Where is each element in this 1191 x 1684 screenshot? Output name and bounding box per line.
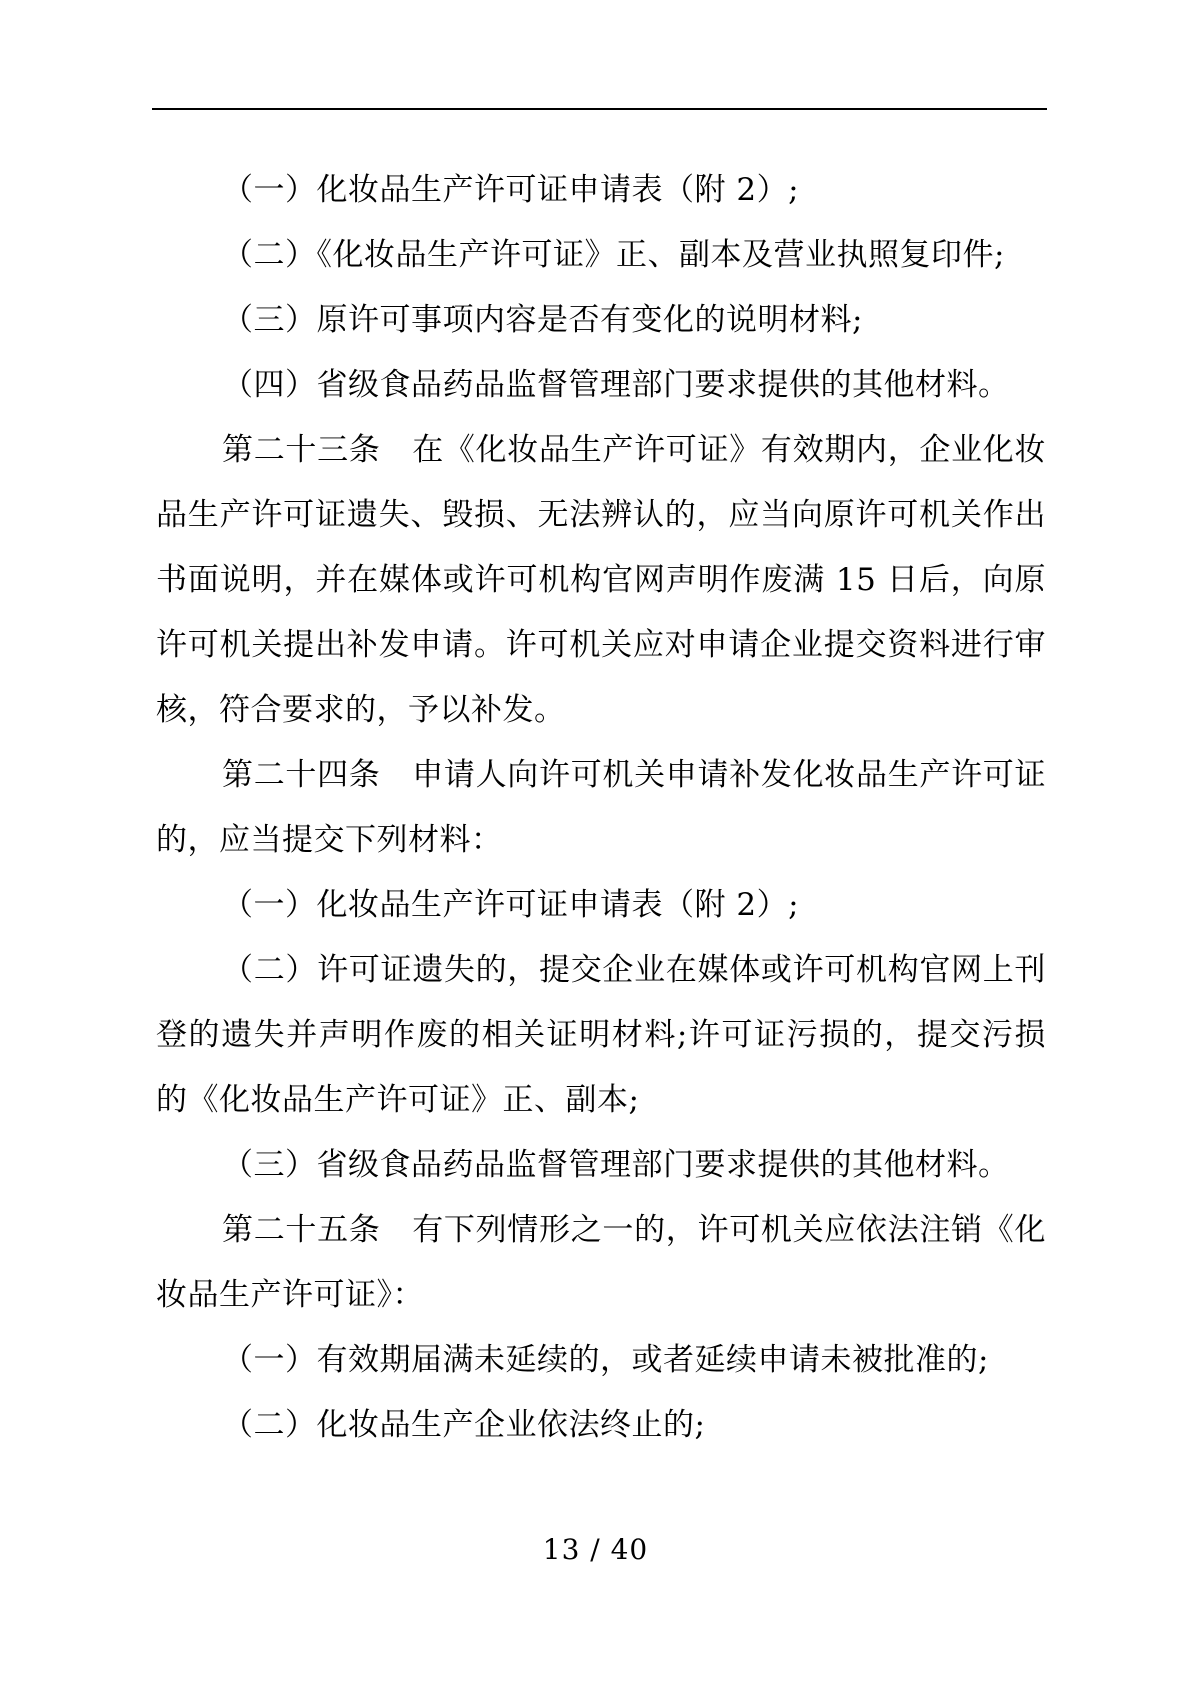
paragraph-12: （二）化妆品生产企业依法终止的; [222,1407,706,1443]
document-body [156,158,1046,1458]
page-number: 13 / 40 [542,1533,649,1566]
paragraph-3: （三）原许可事项内容是否有变化的说明材料; [222,302,863,338]
paragraph-4: （四）省级食品药品监督管理部门要求提供的其他材料。 [222,367,1010,403]
paragraph-2: （二）《化妆品生产许可证》正、副本及营业执照复印件; [222,237,1005,273]
paragraph-10: 第二十五条 有下列情形之一的，许可机关应依法注销《化妆品生产许可证》： [156,1212,1046,1313]
paragraph-5: 第二十三条 在《化妆品生产许可证》有效期内，企业化妆品生产许可证遗失、毁损、无法辨认的，应当向原许可机关作出书面说明，并在媒体或许可机构官网声明作废满 15 日后，向原许可机关提出补发申请。许可机关应对申请企业提交资料进行审核，符合要求的，予以补发。 [156,432,1046,728]
paragraph-11: （一）有效期届满未延续的，或者延续申请未被批准的; [222,1342,989,1378]
paragraph-6: 第二十四条 申请人向许可机关申请补发化妆品生产许可证的，应当提交下列材料： [156,757,1046,858]
paragraph-9: （三）省级食品药品监督管理部门要求提供的其他材料。 [222,1147,1010,1183]
paragraph-7: （一）化妆品生产许可证申请表（附 2）; [222,887,800,923]
paragraph-8: （二）许可证遗失的，提交企业在媒体或许可机构官网上刊登的遗失并声明作废的相关证明材料;许可证污损的，提交污损的《化妆品生产许可证》正、副本; [156,952,1046,1118]
paragraph-1: （一）化妆品生产许可证申请表（附 2）; [222,172,800,208]
header-rule [152,108,1047,110]
